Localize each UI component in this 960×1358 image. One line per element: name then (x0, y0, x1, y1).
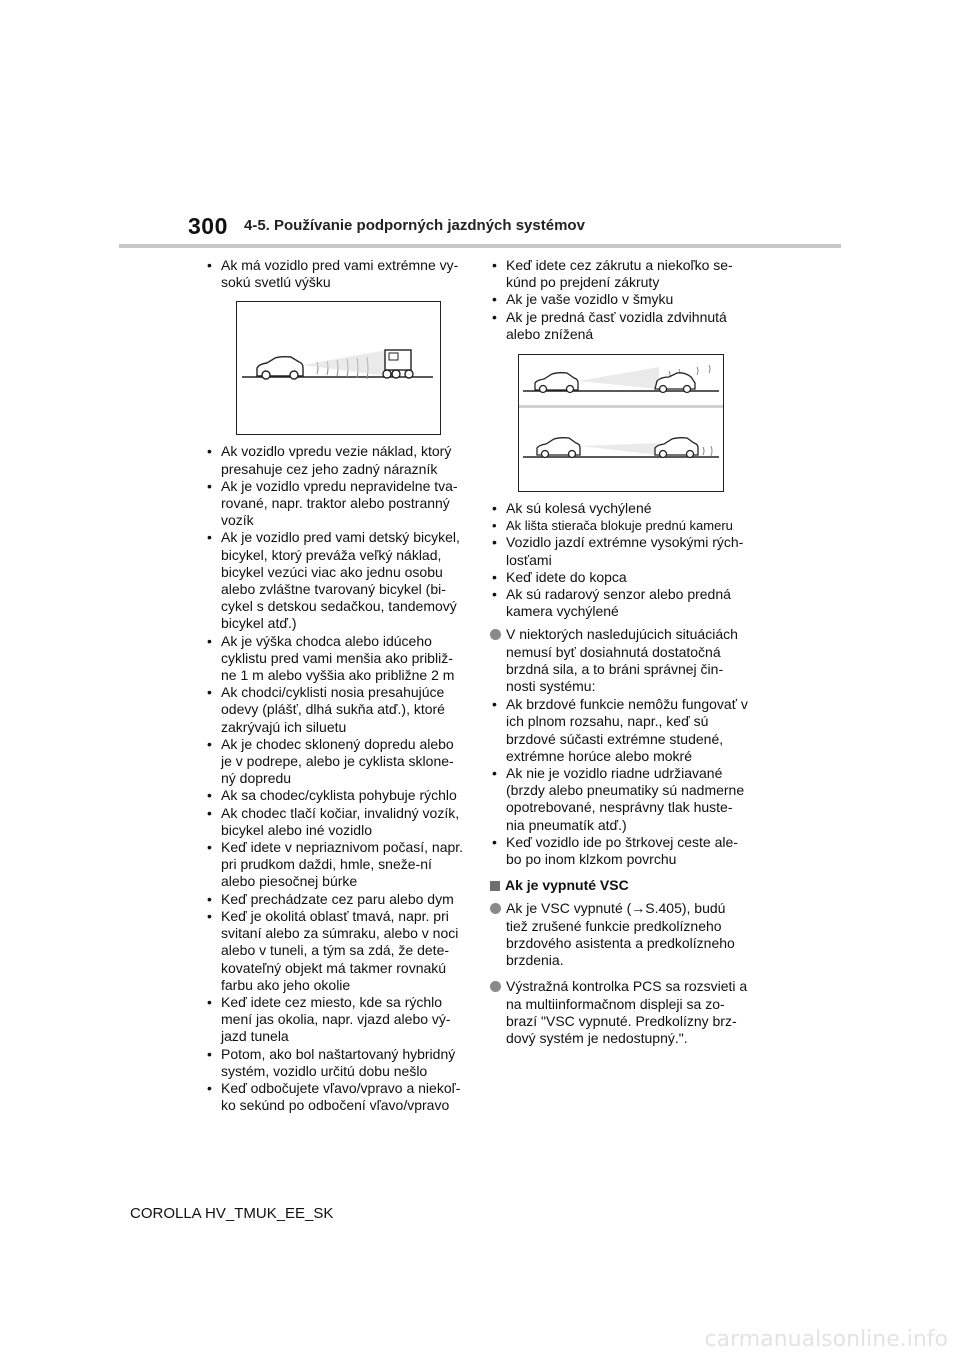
left-conditions-list (205, 443, 467, 1114)
watermark: carmanualsonline.info (704, 1327, 948, 1352)
list-item: • Ak je vozidlo vpredu nepravidelne tva-rované, napr. traktor alebo postranný vozík (205, 478, 467, 530)
figure-high-clearance-vehicle (236, 301, 441, 435)
list-item: • Ak vozidlo vpredu vezie náklad, ktorý presahuje cez jeho zadný nárazník (205, 443, 467, 477)
list-item: • Vozidlo jazdí extrémne vysokými rých-losťami (490, 534, 750, 568)
brake-force-note (490, 626, 750, 695)
vsc-note-2-text: Výstražná kontrolka PCS sa rozsvieti a na multiinformačnom displeji sa zo-brazí "VSC vypnuté. Predkolízny brz-dový systém je nedostupný.". (506, 978, 748, 1046)
list-item: • Potom, ako bol naštartovaný hybridný systém, vozidlo určitú dobu nešlo (205, 1046, 467, 1080)
vsc-note-1 (490, 900, 750, 969)
list-item: • Ak je vozidlo pred vami detský bicykel, bicykel, ktorý preváža veľký náklad, bicykel vezúci viac ako jednu osobu alebo zvláštne tvarovaný bicykel (bi-cykel s detskou sedačkou, tandemový bicykel atď.) (205, 529, 467, 632)
left-intro-list (205, 257, 467, 291)
list-item: • Ak je predná časť vozidla zdvihnutá alebo znížená (490, 309, 750, 343)
right-intro-list (490, 257, 750, 343)
list-item: • Ak sú radarový senzor alebo predná kamera vychýlené (490, 586, 750, 620)
list-item: • Keď idete cez miesto, kde sa rýchlo mení jas okolia, napr. vjazd alebo vý-jazd tunela (205, 994, 467, 1046)
list-item: • Ak je chodec sklonený dopredu alebo je v podrepe, alebo je cyklista sklone-ný dopredu (205, 736, 467, 788)
list-item: • Keď vozidlo ide po štrkovej ceste ale-bo po inom klzkom povrchu (490, 834, 750, 868)
list-item: • Ak je vaše vozidlo v šmyku (490, 291, 750, 308)
list-item: • Ak brzdové funkcie nemôžu fungovať v ich plnom rozsahu, napr., keď sú brzdové súčasti extrémne studené, extrémne horúce alebo mokré (490, 696, 750, 765)
left-column (205, 257, 467, 1114)
list-item: • Keď idete cez zákrutu a niekoľko se-kúnd po prejdení zákruty (490, 257, 750, 291)
bullet-circle-icon (490, 981, 501, 992)
figure-tilted-vehicle (518, 354, 724, 492)
page-number: 300 (188, 213, 228, 239)
vsc-off-heading (490, 877, 750, 894)
brake-conditions-list (490, 696, 750, 868)
list-item: • Ak je výška chodca alebo idúceho cyklistu pred vami menšia ako približ-ne 1 m alebo vyššia ako približne 2 m (205, 633, 467, 685)
right-conditions-list (490, 500, 750, 620)
list-item: • Keď idete v nepriaznivom počasí, napr. pri prudkom daždi, hmle, sneže-ní alebo piesočnej búrke (205, 839, 467, 891)
page-header (0, 0, 960, 250)
list-item: • Ak lišta stierača blokuje prednú kameru (490, 517, 750, 534)
vsc-note-2 (490, 978, 750, 1047)
list-item: • Keď odbočujete vľavo/vpravo a niekoľ-ko sekúnd po odbočení vľavo/vpravo (205, 1080, 467, 1114)
document-code: COROLLA HV_TMUK_EE_SK (130, 1205, 334, 1222)
list-item: • Keď prechádzate cez paru alebo dym (205, 891, 467, 908)
tilted-car-illustration (519, 355, 723, 491)
list-item: • Ak chodec tlačí kočiar, invalidný vozík, bicykel alebo iné vozidlo (205, 805, 467, 839)
list-item: • Keď idete do kopca (490, 569, 750, 586)
right-column (490, 257, 750, 1048)
list-item: • Ak chodci/cyklisti nosia presahujúce odevy (plášť, dlhá sukňa atď.), ktoré zakrývajú ich siluetu (205, 684, 467, 736)
brake-force-note-text: V niektorých nasledujúcich situáciách nemusí byť dosiahnutá dostatočná brzdná sila, a to bráni správnej čin-nosti systému: (506, 626, 738, 695)
section-title: 4-5. Používanie podporných jazdných systémov (244, 217, 585, 234)
list-item: • Ak nie je vozidlo riadne udržiavané (brzdy alebo pneumatiky sú nadmerne opotrebované, nesprávny tlak huste-nia pneumatík atď.) (490, 765, 750, 834)
list-item: • Keď je okolitá oblasť tmavá, napr. pri svitaní alebo za súmraku, alebo v noci alebo v tuneli, a tým sa zdá, že dete-kovateľný objekt má takmer rovnakú farbu ako jeho okolie (205, 908, 467, 994)
bullet-circle-icon (490, 629, 501, 640)
header-divider (119, 244, 841, 248)
list-item: • Ak sa chodec/cyklista pohybuje rýchlo (205, 787, 467, 804)
list-item: • Ak sú kolesá vychýlené (490, 500, 750, 517)
vsc-off-heading-text: Ak je vypnuté VSC (505, 877, 629, 894)
bullet-circle-icon (490, 903, 501, 914)
heading-square-icon (490, 881, 500, 891)
list-item: • Ak má vozidlo pred vami extrémne vy-sokú svetlú výšku (205, 257, 467, 291)
vsc-note-1-text: Ak je VSC vypnuté (→S.405), budú tiež zrušené funkcie predkolízneho brzdového asistenta a predkolízneho brzdenia. (506, 900, 735, 969)
car-truck-illustration (237, 302, 440, 434)
